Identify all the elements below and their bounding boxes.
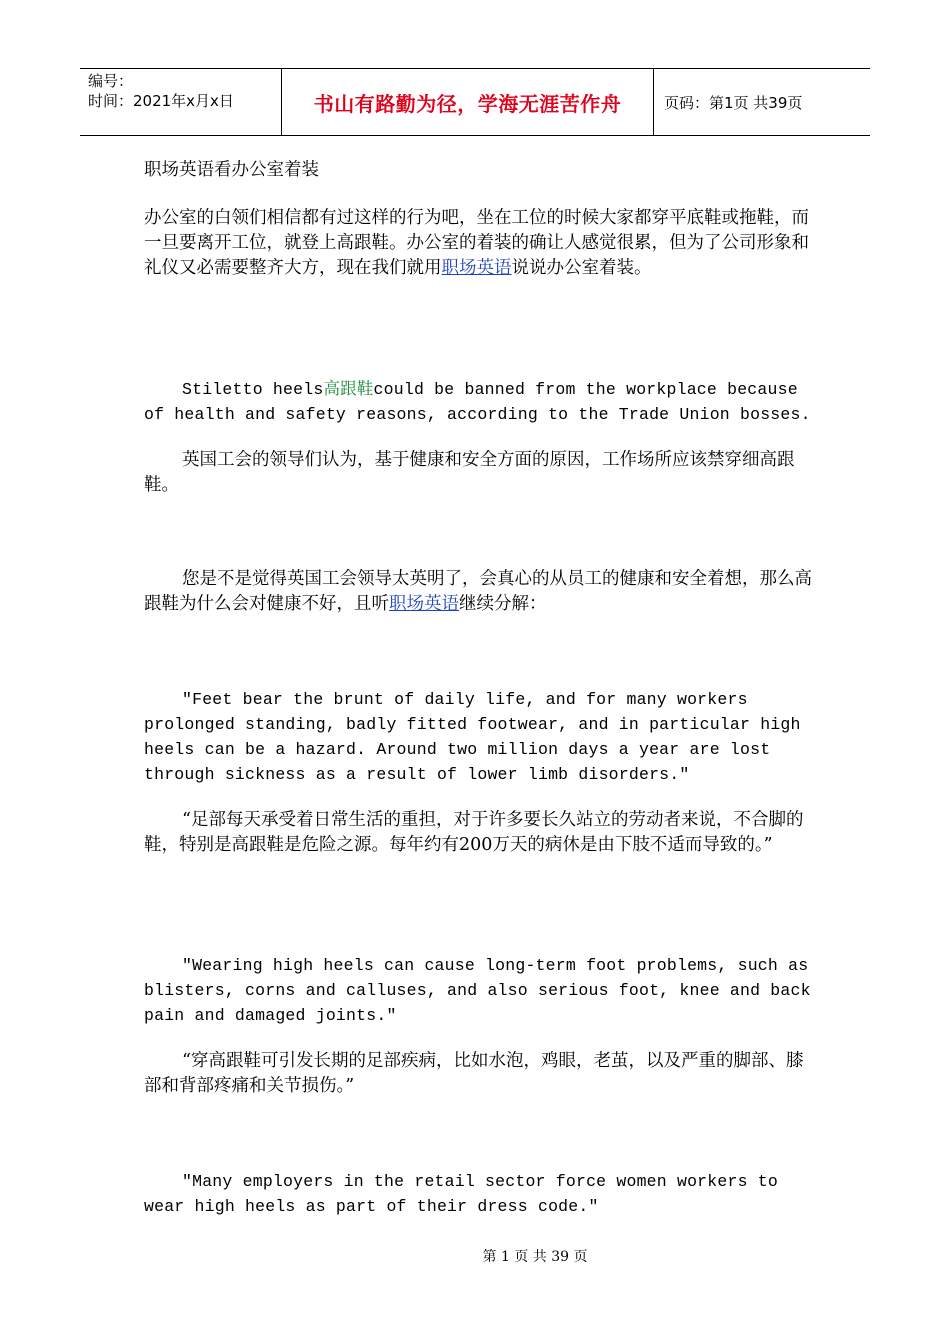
paragraph-1-cn (144, 448, 814, 498)
p4-cn: “穿高跟鞋可引发长期的足部疾病，比如水泡，鸡眼，老茧，以及严重的脚部、膝部和背部疼痛和关节损伤。” (144, 1051, 804, 1096)
time-label: 时间：2021年x月x日 (88, 92, 234, 110)
workplace-english-link[interactable]: 职场英语 (441, 258, 512, 278)
page-footer: 第 1 页 共 39 页 (482, 1249, 588, 1265)
intro-text-end: 说说办公室着装。 (511, 258, 652, 278)
serial-label: 编号： (88, 72, 134, 90)
paragraph-4-en (144, 953, 814, 1028)
paragraph-4-cn (144, 1049, 814, 1099)
header-motto: 书山有路勤为径，学海无涯苦作舟 (282, 69, 654, 135)
intro-text: 办公室的白领们相信都有过这样的行为吧，坐在工位的时候大家都穿平底鞋或拖鞋，而一旦要离开工位，就登上高跟鞋。办公室的着装的确让人感觉很累，但为了公司形象和礼仪又必需要整齐大方，现在我们就用 (144, 208, 809, 278)
term-high-heels: 高跟鞋 (323, 379, 374, 398)
page-header (80, 68, 870, 136)
header-page-info: 页码：第1页 共39页 (664, 93, 803, 112)
p3-cn: “足部每天承受着日常生活的重担，对于许多要长久站立的劳动者来说，不合脚的鞋，特别是高跟鞋是危险之源。每年约有200万天的病休是由下肢不适而导致的。” (144, 810, 804, 855)
p5-en: "Many employers in the retail sector force women workers to wear high heels as part of their dress code." (144, 1172, 778, 1216)
p4-en: "Wearing high heels can cause long-term foot problems, such as blisters, corns and calluses, and also serious foot, knee and back pain and damaged joints." (144, 956, 811, 1025)
p1-en-end: could be banned from the workplace because of health and safety reasons, according to the Trade Union bosses. (144, 380, 811, 424)
intro-paragraph (144, 206, 814, 281)
paragraph-5-en (144, 1169, 814, 1219)
paragraph-1-en (144, 376, 814, 427)
p1-cn: 英国工会的领导们认为，基于健康和安全方面的原因，工作场所应该禁穿细高跟鞋。 (144, 450, 795, 495)
workplace-english-link-2[interactable]: 职场英语 (389, 594, 459, 614)
header-meta (80, 69, 282, 135)
paragraph-3-en (144, 687, 814, 787)
p2-text: 您是不是觉得英国工会领导太英明了，会真心的从员工的健康和安全着想，那么高跟鞋为什么会对健康不好，且听 (144, 569, 812, 614)
p1-en-start: Stiletto heels (182, 380, 324, 399)
paragraph-2 (144, 567, 814, 617)
paragraph-3-cn (144, 808, 814, 858)
p3-en: "Feet bear the brunt of daily life, and for many workers prolonged standing, badly fitted footwear, and in particular high heels can be a hazard. Around two million days a year are lost through sickness as a result of lower limb disorders." (144, 690, 801, 784)
p2-text-end: 继续分解： (459, 594, 547, 614)
article-title-block (144, 158, 814, 183)
article-title: 职场英语看办公室着装 (144, 160, 319, 180)
